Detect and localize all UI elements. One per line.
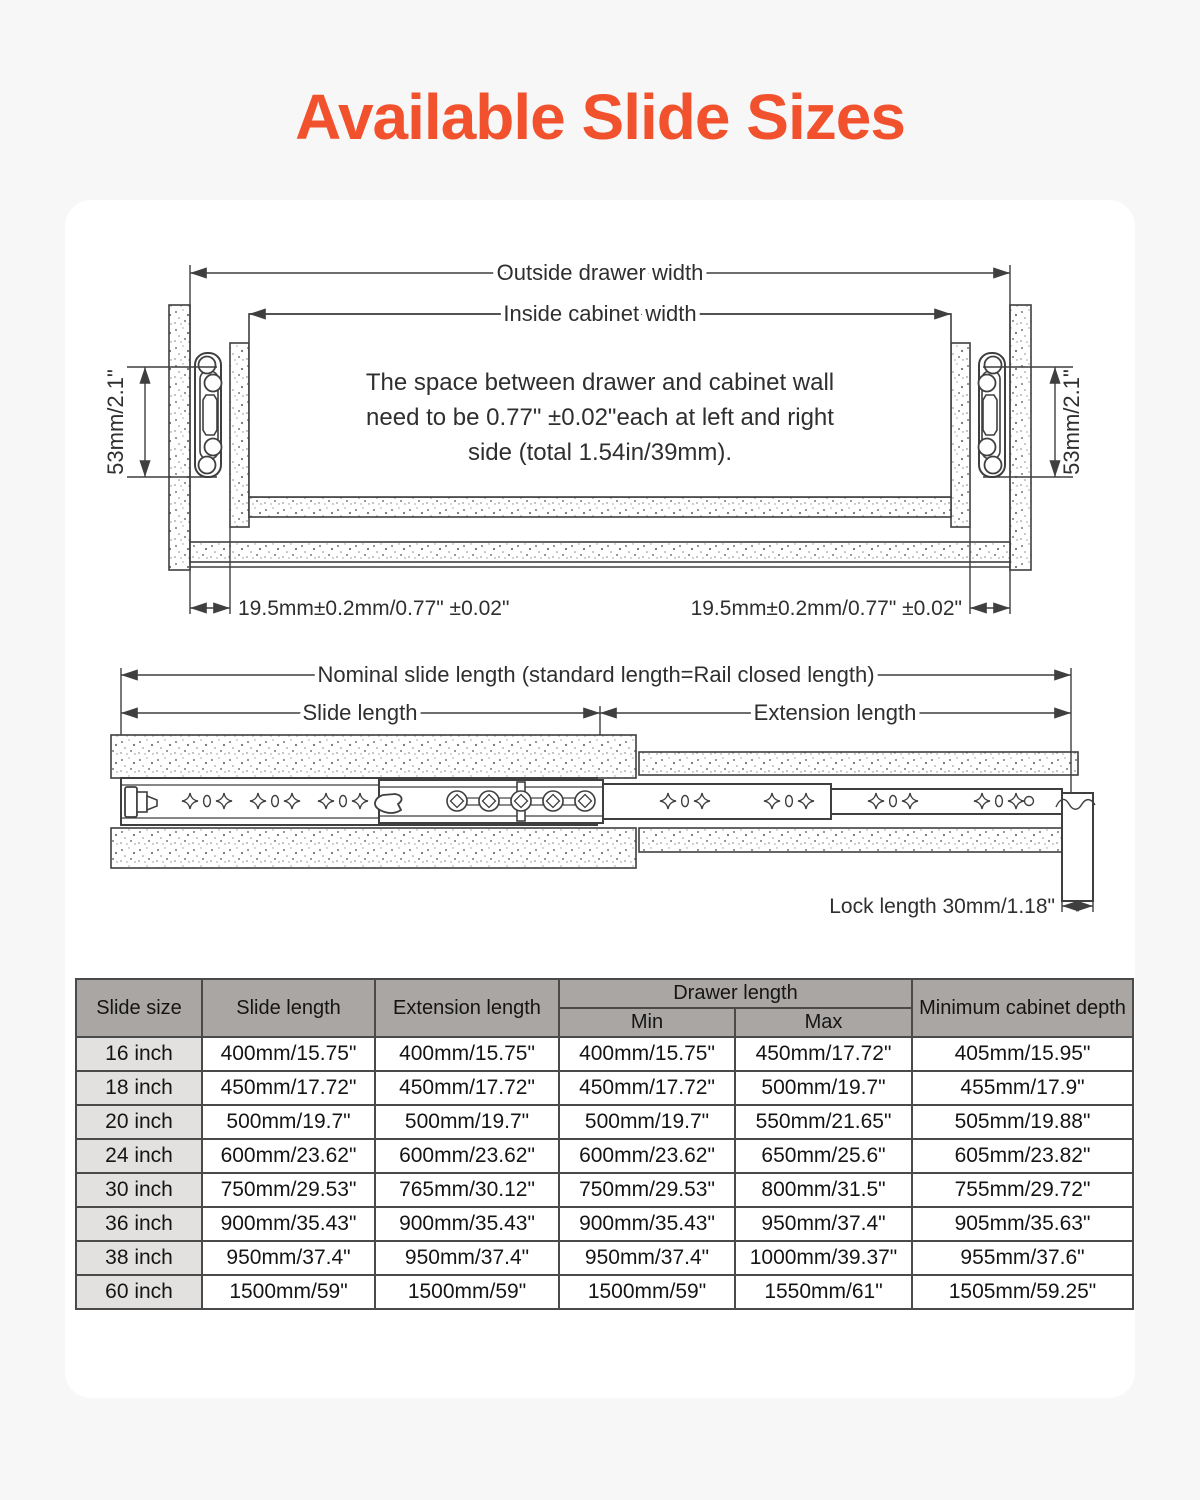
cell-ext: 765mm/30.12" xyxy=(375,1173,559,1207)
header-slide-length: Slide length xyxy=(202,979,375,1037)
dim-outside-drawer-width: Outside drawer width xyxy=(496,260,704,285)
cross-section-diagram xyxy=(65,200,1135,630)
header-min: Min xyxy=(559,1008,735,1037)
cell-max: 650mm/25.6" xyxy=(735,1139,912,1173)
cell-max: 500mm/19.7" xyxy=(735,1071,912,1105)
cell-max: 800mm/31.5" xyxy=(735,1173,912,1207)
release-lever xyxy=(375,794,402,813)
cell-max: 950mm/37.4" xyxy=(735,1207,912,1241)
cell-min: 600mm/23.62" xyxy=(559,1139,735,1173)
cabinet-wall-right xyxy=(1010,305,1031,570)
dim-lock-length: Lock length 30mm/1.18" xyxy=(829,895,1055,918)
cell-ext: 500mm/19.7" xyxy=(375,1105,559,1139)
drawer-back-panel xyxy=(249,497,951,517)
dim-extension-length: Extension length xyxy=(753,700,917,725)
cell-slide: 600mm/23.62" xyxy=(202,1139,375,1173)
header-extension-length: Extension length xyxy=(375,979,559,1037)
cell-min: 500mm/19.7" xyxy=(559,1105,735,1139)
cell-ext: 900mm/35.43" xyxy=(375,1207,559,1241)
spacing-note-line3: side (total 1.54in/39mm). xyxy=(467,439,733,466)
drawer-side-left xyxy=(230,343,249,527)
cell-ext: 950mm/37.4" xyxy=(375,1241,559,1275)
cell-slide: 450mm/17.72" xyxy=(202,1071,375,1105)
size-table xyxy=(75,978,1134,1310)
cell-ext: 400mm/15.75" xyxy=(375,1037,559,1071)
cell-size: 38 inch xyxy=(76,1241,202,1275)
table-row xyxy=(76,1105,1133,1139)
cell-size: 18 inch xyxy=(76,1071,202,1105)
cell-min: 400mm/15.75" xyxy=(559,1037,735,1071)
cabinet-back-panel xyxy=(190,542,1010,562)
cell-depth: 905mm/35.63" xyxy=(912,1207,1133,1241)
cabinet-wall-left xyxy=(169,305,190,570)
cell-min: 900mm/35.43" xyxy=(559,1207,735,1241)
dim-inside-cabinet-width: Inside cabinet width xyxy=(503,301,697,326)
dim-slide-height-right: 53mm/2.1" xyxy=(1059,369,1084,475)
page-title: Available Slide Sizes xyxy=(295,81,905,153)
spacing-note-line2: need to be 0.77" ±0.02"each at left and right xyxy=(366,404,834,431)
cell-size: 20 inch xyxy=(76,1105,202,1139)
dim-slide-length: Slide length xyxy=(302,700,418,725)
table-row xyxy=(76,1037,1133,1071)
cell-slide: 750mm/29.53" xyxy=(202,1173,375,1207)
cell-min: 1500mm/59" xyxy=(559,1275,735,1309)
cell-min: 450mm/17.72" xyxy=(559,1071,735,1105)
cell-depth: 755mm/29.72" xyxy=(912,1173,1133,1207)
dim-gap-left: 19.5mm±0.2mm/0.77" ±0.02" xyxy=(238,597,510,620)
slide-cross-section-right xyxy=(979,353,1006,477)
cell-depth: 405mm/15.95" xyxy=(912,1037,1133,1071)
content-panel xyxy=(65,200,1135,1398)
header-slide-size: Slide size xyxy=(76,979,202,1037)
cell-size: 60 inch xyxy=(76,1275,202,1309)
cell-depth: 1505mm/59.25" xyxy=(912,1275,1133,1309)
dim-nominal-length: Nominal slide length (standard length=Rail closed length) xyxy=(317,662,875,687)
dim-slide-height-left: 53mm/2.1" xyxy=(103,369,128,475)
spacing-note-line1: The space between drawer and cabinet wall xyxy=(365,369,835,396)
cell-size: 16 inch xyxy=(76,1037,202,1071)
table-row xyxy=(76,1241,1133,1275)
cell-slide: 400mm/15.75" xyxy=(202,1037,375,1071)
header-max: Max xyxy=(735,1008,912,1037)
cell-slide: 950mm/37.4" xyxy=(202,1241,375,1275)
cell-max: 550mm/21.65" xyxy=(735,1105,912,1139)
cell-min: 950mm/37.4" xyxy=(559,1241,735,1275)
cell-max: 1000mm/39.37" xyxy=(735,1241,912,1275)
drawer-side-right xyxy=(951,343,970,527)
table-row xyxy=(76,1139,1133,1173)
table-row xyxy=(76,1173,1133,1207)
cell-max: 450mm/17.72" xyxy=(735,1037,912,1071)
cell-slide: 500mm/19.7" xyxy=(202,1105,375,1139)
table-row xyxy=(76,1275,1133,1309)
header-min-cabinet-depth: Minimum cabinet depth xyxy=(912,979,1133,1037)
cell-depth: 955mm/37.6" xyxy=(912,1241,1133,1275)
cell-max: 1550mm/61" xyxy=(735,1275,912,1309)
table-row xyxy=(76,1071,1133,1105)
cell-slide: 900mm/35.43" xyxy=(202,1207,375,1241)
cell-size: 30 inch xyxy=(76,1173,202,1207)
dim-gap-right: 19.5mm±0.2mm/0.77" ±0.02" xyxy=(690,597,962,620)
header-drawer-length: Drawer length xyxy=(559,979,912,1008)
table-row xyxy=(76,1207,1133,1241)
cell-depth: 505mm/19.88" xyxy=(912,1105,1133,1139)
middle-rail xyxy=(603,784,831,819)
cell-depth: 455mm/17.9" xyxy=(912,1071,1133,1105)
cell-size: 24 inch xyxy=(76,1139,202,1173)
length-diagram xyxy=(65,648,1135,938)
table-header xyxy=(76,979,1133,1037)
slide-cross-section-left xyxy=(195,353,222,477)
cell-ext: 450mm/17.72" xyxy=(375,1071,559,1105)
cell-min: 750mm/29.53" xyxy=(559,1173,735,1207)
cell-depth: 605mm/23.82" xyxy=(912,1139,1133,1173)
cell-size: 36 inch xyxy=(76,1207,202,1241)
cell-ext: 600mm/23.62" xyxy=(375,1139,559,1173)
cell-ext: 1500mm/59" xyxy=(375,1275,559,1309)
cell-slide: 1500mm/59" xyxy=(202,1275,375,1309)
